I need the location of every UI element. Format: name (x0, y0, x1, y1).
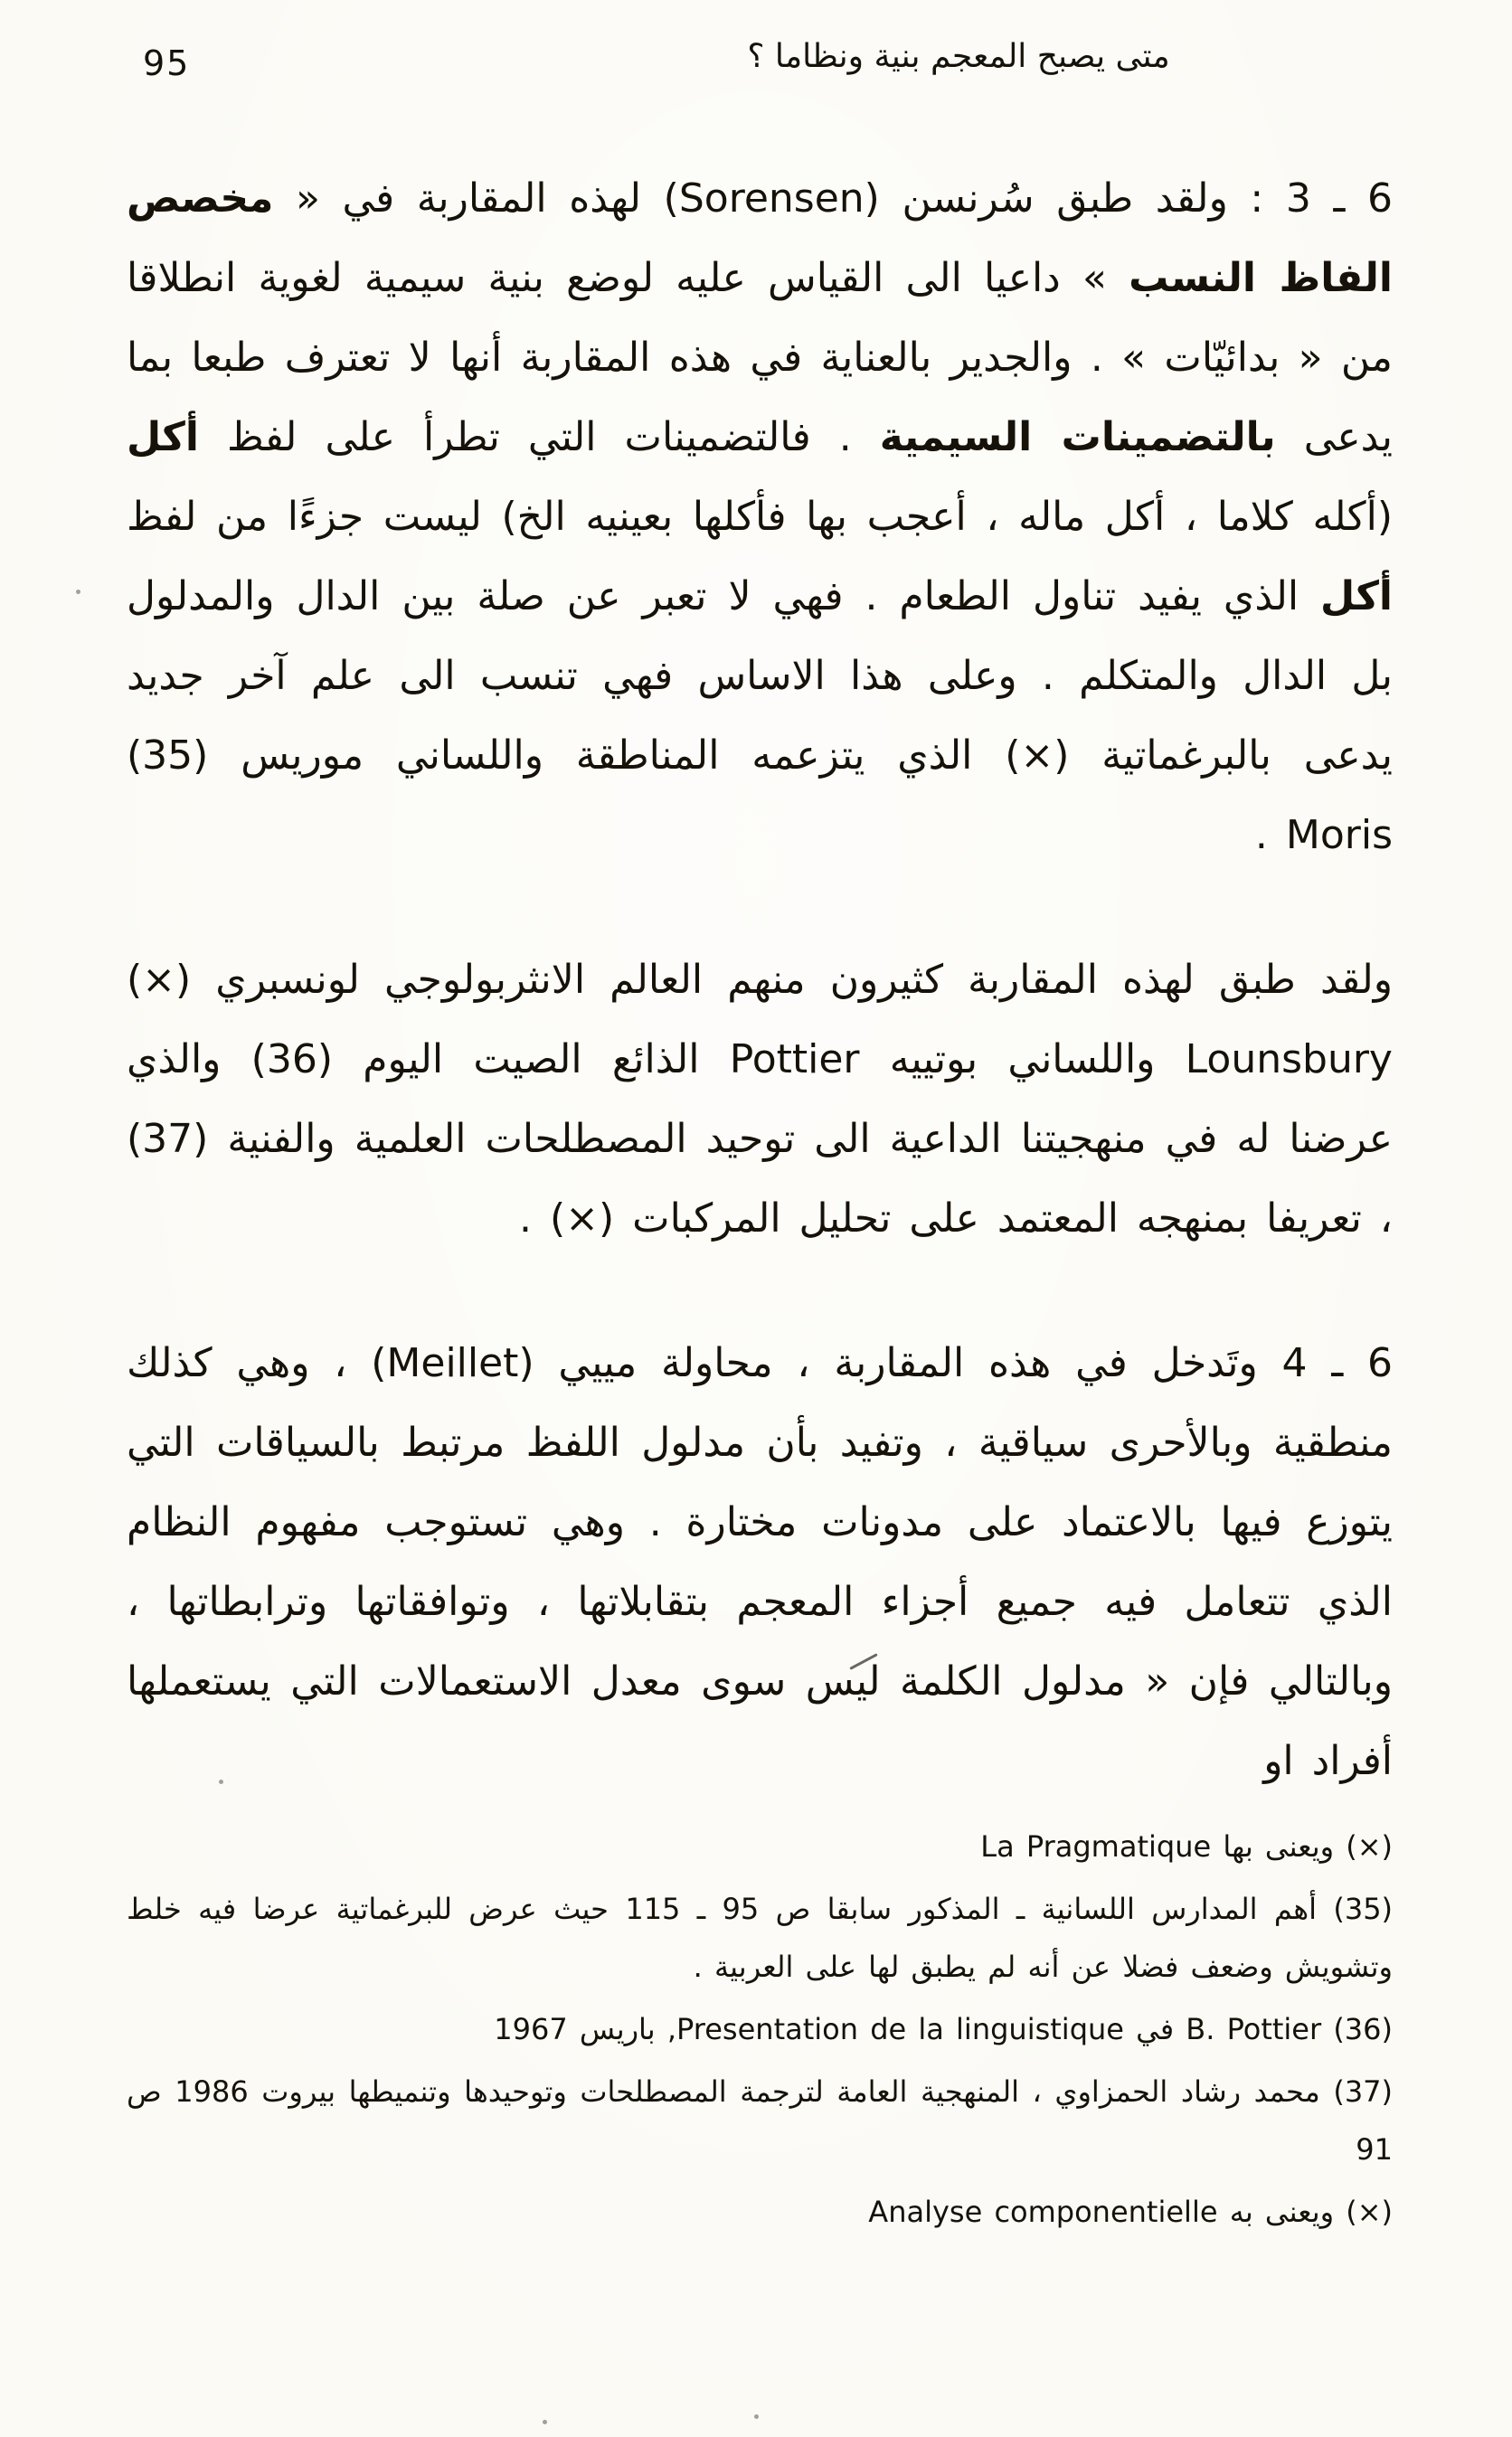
paragraph (127, 1324, 1393, 1801)
footnote: (36) B. Pottier في Presentation de la linguistique, باريس 1967 (494, 2012, 1393, 2046)
paragraph-emphasis-text: أكل (127, 414, 199, 460)
page-header-title: متى يصبح المعجم بنية ونظاما ؟ (747, 38, 1170, 75)
paragraph-text: (أكله كلاما ، أكل ماله ، أعجب بها فأكلها بعينيه الخ) ليست جزءًا من لفظ (127, 494, 1393, 540)
paragraph-text: » داعيا الى القياس عليه لوضع بنية سيمية لغوية انطلاقا من « بدائيّات » . والجدير بالعناية في هذه المقاربة أنها لا تعترف طبعا بما يدعى (127, 255, 1393, 460)
paragraph-text: الذي يفيد تناول الطعام . فهي لا تعبر عن صلة بين الدال والمدلول بل الدال والمتكلم . وعلى هذا الاساس فهي تنسب الى علم آخر جديد يدعى بالبرغماتية (×) الذي يتزعمه المناطقة واللساني موريس (35) Moris . (127, 573, 1393, 858)
footnotes-section (127, 1818, 1393, 2245)
paragraph-text: 6 ـ 4 وتَدخل في هذه المقاربة ، محاولة مييي (Meillet) ، وهي كذلك منطقية وبالأحرى سياقية ، وتفيد بأن مدلول اللفظ مرتبط بالسياقات التي يتوزع فيها بالاعتماد على مدونات مختارة . وهي تستوجب مفهوم النظام الذي تتعامل فيه جميع أجزاء المعجم بتقابلاتها ، وتوافقاتها وترابطاتها ، وبالتالي فإن « مدلول الكلمة ليس سوى معدل الاستعمالات التي يستعملها أفراد او (127, 1340, 1394, 1784)
footnote: (×) ويعنى بها La Pragmatique (980, 1829, 1393, 1864)
paragraph-text: 6 ـ 3 : ولقد طبق سُرنسن (Sorensen) لهذه المقاربة في « (273, 175, 1393, 222)
paragraph-emphasis-text: مخصص الفاظ النسب (127, 175, 1393, 301)
scan-speck (754, 2414, 759, 2419)
footnote: (37) محمد رشاد الحمزاوي ، المنهجية العامة لترجمة المصطلحات وتوحيدها وتنميطها بيروت 1986 ص 91 (127, 2074, 1394, 2167)
scan-speck (543, 2420, 547, 2424)
main-text (127, 159, 1393, 1801)
paragraph-text: . فالتضمينات التي تطرأ على لفظ (198, 414, 880, 460)
paragraph-emphasis-text: أكل (1320, 573, 1393, 619)
paragraph-text: ولقد طبق لهذه المقاربة كثيرون منهم العالم الانثربولوجي لونسبري (×) Lounsbury واللساني بوتييه Pottier الذائع الصيت اليوم (36) والذي عرضنا له في منهجيتنا الداعية الى توحيد المصطلحات العلمية والفنية (37) ، تعريفا بمنهجه المعتمد على تحليل المركبات (×) . (127, 957, 1393, 1242)
scan-speck (76, 590, 80, 594)
footnote: (×) ويعنى به Analyse componentielle (868, 2195, 1393, 2229)
page-number: 95 (143, 43, 191, 83)
paragraph (127, 940, 1393, 1259)
footnote: (35) أهم المدارس اللسانية ـ المذكور سابقا ص 95 ـ 115 حيث عرض للبرغماتية عرضا فيه خلط وتشويش وضعف فضلا عن أنه لم يطبق لها على العربية . (127, 1892, 1394, 1984)
paragraph (127, 159, 1393, 875)
paragraph-emphasis-text: بالتضمينات السيمية (879, 414, 1276, 460)
scan-speck (219, 1780, 223, 1784)
